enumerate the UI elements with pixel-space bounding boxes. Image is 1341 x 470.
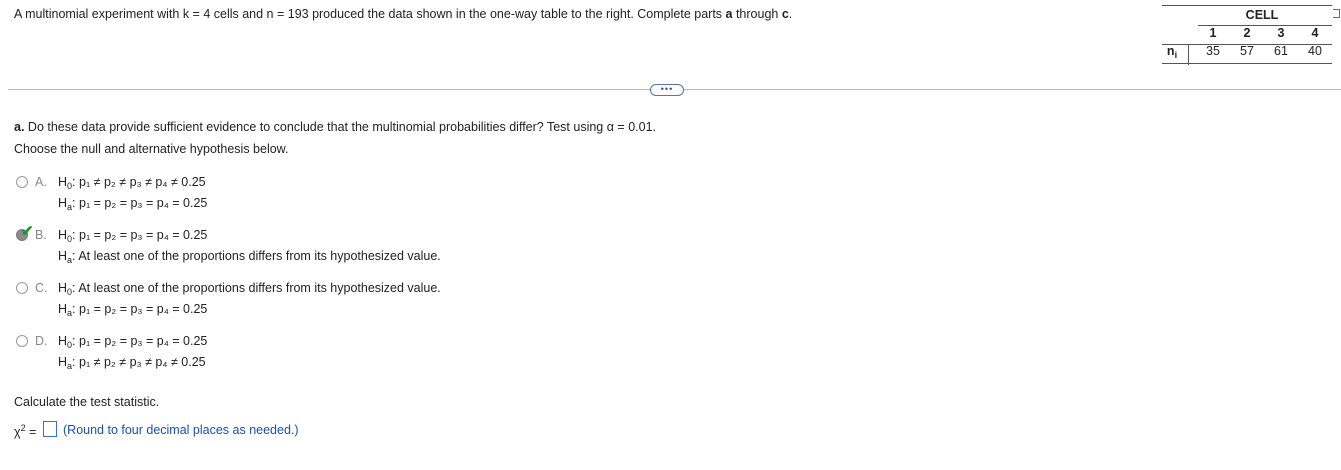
alternative-hypothesis: $H_a$: p₁ = p₂ = p₃ = p₄ = 0.25: [58, 196, 208, 212]
option-letter: A.: [35, 175, 47, 189]
radio-button[interactable]: [16, 176, 28, 188]
row-label: $n_i$: [1166, 44, 1178, 60]
question-instruction: Choose the null and alternative hypothesis below.: [14, 142, 289, 156]
table-cell-number: 4: [1311, 26, 1319, 40]
option-letter: B.: [35, 228, 47, 242]
option-d[interactable]: [16, 333, 476, 373]
table-header-cell: CELL: [1245, 8, 1279, 22]
table-value: 40: [1308, 44, 1322, 58]
radio-button[interactable]: [16, 282, 28, 294]
table-value: 57: [1240, 44, 1254, 58]
intro-text: A multinomial experiment with k = 4 cells and n = 193 produced the data shown in the one-way table to the right. Complete parts a through c.: [14, 7, 793, 21]
table-cell-number: 1: [1209, 26, 1217, 40]
option-letter: C.: [35, 281, 48, 295]
option-letter: D.: [35, 334, 48, 348]
option-a[interactable]: [16, 174, 476, 214]
question-a: a. Do these data provide sufficient evidence to conclude that the multinomial probabilities differ? Test using α = 0.01.: [14, 120, 657, 134]
alternative-hypothesis: $H_a$: p₁ ≠ p₂ ≠ p₃ ≠ p₄ ≠ 0.25: [58, 355, 206, 371]
table-bottom-rule: [1162, 63, 1332, 64]
table-cell-number: 2: [1243, 26, 1251, 40]
alternative-hypothesis: $H_a$: At least one of the proportions differs from its hypothesized value.: [58, 249, 441, 265]
option-b[interactable]: [16, 223, 476, 267]
table-value: 35: [1206, 44, 1220, 58]
null-hypothesis: $H_0$: At least one of the proportions differs from its hypothesized value.: [58, 281, 441, 297]
chi-square-answer-input[interactable]: [43, 421, 57, 437]
table-cell-number: 3: [1277, 26, 1285, 40]
table-top-rule: [1162, 5, 1332, 6]
null-hypothesis: $H_0$: p₁ = p₂ = p₃ = p₄ = 0.25: [58, 334, 208, 350]
more-button[interactable]: •••: [650, 84, 684, 96]
table-value: 61: [1274, 44, 1288, 58]
option-c[interactable]: [16, 280, 476, 320]
radio-button[interactable]: [16, 335, 28, 347]
chi-square-label: $\chi^2$ =: [14, 423, 37, 439]
table-row-divider: [1188, 45, 1189, 65]
checkmark-icon: ✔: [21, 223, 34, 240]
calc-prompt: Calculate the test statistic.: [14, 395, 160, 409]
null-hypothesis: $H_0$: p₁ ≠ p₂ ≠ p₃ ≠ p₄ ≠ 0.25: [58, 175, 206, 191]
rounding-hint: (Round to four decimal places as needed.): [63, 423, 299, 437]
alternative-hypothesis: $H_a$: p₁ = p₂ = p₃ = p₄ = 0.25: [58, 302, 208, 318]
panel-edge-icon[interactable]: [1333, 9, 1340, 18]
null-hypothesis: $H_0$: p₁ = p₂ = p₃ = p₄ = 0.25: [58, 228, 208, 244]
